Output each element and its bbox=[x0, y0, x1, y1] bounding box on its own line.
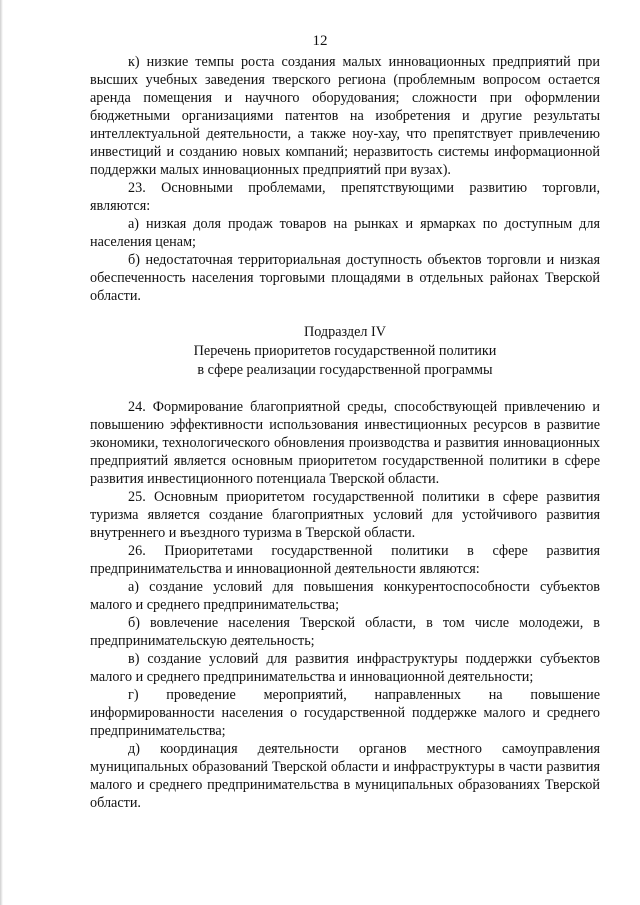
paragraph-26-d: д) координация деятельности органов местного самоуправления муниципальных образований Тверской области и инфраструктуры в части развития малого и среднего предпринимательства в муниципальных образованиях Тверской области. bbox=[90, 741, 600, 811]
document-body bbox=[90, 53, 600, 812]
subsection-label: Подраздел IV bbox=[303, 324, 386, 340]
paragraph-25: 25. Основным приоритетом государственной политики в сфере развития туризма является создание благоприятных условий для устойчивого развития внутреннего и въездного туризма в Тверской области. bbox=[90, 489, 600, 541]
subsection-title-line1: Перечень приоритетов государственной политики bbox=[193, 343, 497, 359]
paragraph-24: 24. Формирование благоприятной среды, способствующей привлечению и повышению эффективности использования инвестиционных ресурсов в развитие экономики, технологического обновления производства и развития инновационных предприятий является основным приоритетом государственной политики в сфере развития инвестиционного потенциала Тверской области. bbox=[90, 399, 600, 487]
paragraph-26-v: в) создание условий для развития инфраструктуры поддержки субъектов малого и среднего предпринимательства и инновационной деятельности; bbox=[90, 651, 600, 685]
paragraph-26-g: г) проведение мероприятий, направленных на повышение информированности населения о государственной поддержке малого и среднего предпринимательства; bbox=[90, 687, 600, 739]
subsection-title-line2: в сфере реализации государственной программы bbox=[197, 362, 493, 378]
page-number: 12 bbox=[312, 33, 328, 49]
scan-edge-shadow bbox=[0, 0, 3, 905]
paragraph-26-b: б) вовлечение населения Тверской области, в том числе молодежи, в предпринимательскую деятельность; bbox=[90, 615, 600, 649]
paragraph-26: 26. Приоритетами государственной политики в сфере развития предпринимательства и инновационной деятельности являются: bbox=[90, 543, 600, 577]
paragraph-23: 23. Основными проблемами, препятствующими развитию торговли, являются: bbox=[90, 180, 600, 214]
paragraph-23-a: а) низкая доля продаж товаров на рынках и ярмарках по доступным для населения ценам; bbox=[90, 216, 600, 250]
subsection-heading bbox=[90, 323, 600, 380]
paragraph-26-a: а) создание условий для повышения конкурентоспособности субъектов малого и среднего предпринимательства; bbox=[90, 579, 600, 613]
paragraph-item-k: к) низкие темпы роста создания малых инновационных предприятий при высших учебных заведения тверского региона (проблемным вопросом остается аренда помещения и научного оборудования; сложности при оформлении бюджетными организациями патентов на изобретения и другие результаты интеллектуальной деятельности, а также ноу-хау, что препятствует привлечению инвестиций и созданию новых компаний; неразвитость системы информационной поддержки малых инновационных предприятий при вузах). bbox=[90, 54, 600, 178]
paragraph-23-b: б) недостаточная территориальная доступность объектов торговли и низкая обеспеченность населения торговыми площадями в отдельных районах Тверской области. bbox=[90, 252, 600, 304]
